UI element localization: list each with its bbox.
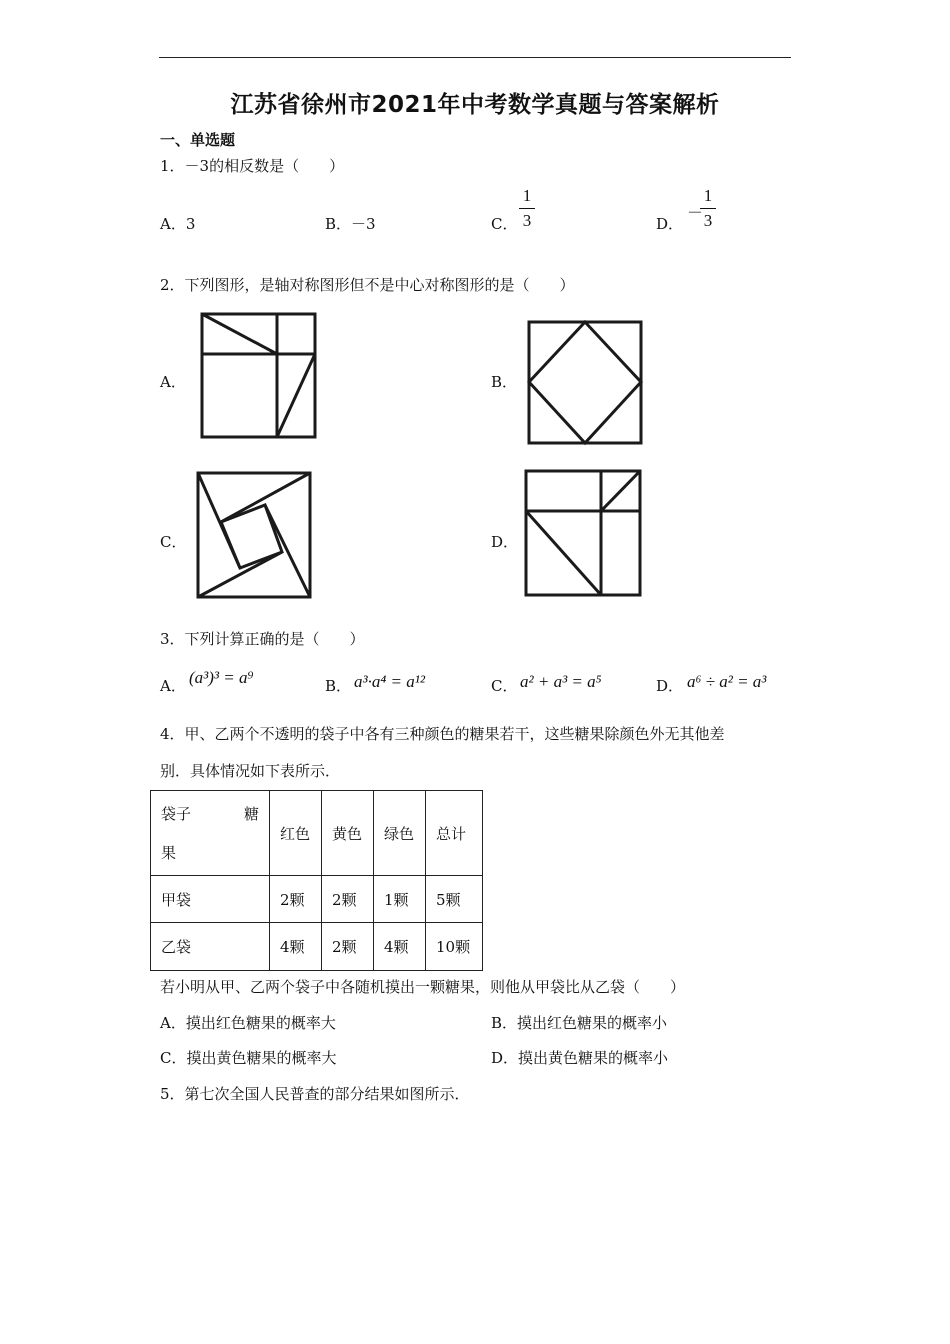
q1-option-d-fraction — [700, 185, 716, 232]
section-heading: 一、单选题 — [160, 131, 236, 149]
q2-figure-b — [527, 320, 644, 446]
q1-option-d-sign: － — [687, 203, 704, 222]
table-header-cell: 总计 — [426, 791, 483, 876]
table-header-cell: 红色 — [270, 791, 322, 876]
corner-label-bag: 袋子 — [161, 805, 192, 823]
q1-option-c-fraction — [519, 185, 535, 232]
q1-option-d-numerator: 1 — [703, 186, 713, 205]
q4-option-b-label: B． — [491, 1014, 518, 1032]
q1-option-a-label: A． — [160, 215, 186, 233]
corner-label-candy-2: 果 — [161, 844, 177, 862]
table-row — [151, 876, 483, 923]
q4-option-c — [160, 1047, 337, 1068]
q3-option-a-label: A． — [160, 677, 186, 695]
table-corner-cell — [151, 791, 270, 876]
q1-stem: 1．－3的相反数是（ ） — [160, 157, 345, 175]
q2-option-b-label: B． — [491, 373, 518, 391]
q4-stem-line1: 4．甲、乙两个不透明的袋子中各有三种颜色的糖果若干，这些糖果除颜色外无其他差 — [160, 725, 725, 743]
q2-figure-d — [523, 468, 643, 598]
q3-option-c-label: C． — [491, 677, 518, 695]
q4-option-c-label: C． — [160, 1049, 187, 1067]
q4-option-b-text: 摸出红色糖果的概率小 — [517, 1014, 668, 1032]
table-cell: 2颗 — [322, 876, 374, 923]
q4-option-a — [160, 1012, 336, 1033]
q2-figure-c — [195, 470, 313, 600]
q3-option-a-expr: (a³)³ = a⁹ — [189, 668, 254, 687]
q4-option-c-text: 摸出黄色糖果的概率大 — [186, 1049, 337, 1067]
q4-option-d-label: D． — [491, 1049, 519, 1067]
q4-stem-line2: 别．具体情况如下表所示． — [160, 762, 341, 780]
q1-option-b — [325, 213, 376, 234]
table-row — [151, 923, 483, 971]
q4-question: 若小明从甲、乙两个袋子中各随机摸出一颗糖果，则他从甲袋比从乙袋（ ） — [160, 978, 686, 996]
q1-option-b-label: B． — [325, 215, 352, 233]
q1-option-c-numerator: 1 — [522, 186, 532, 205]
table-row-label: 甲袋 — [151, 876, 270, 923]
candy-table — [150, 790, 483, 971]
table-row-label: 乙袋 — [151, 923, 270, 971]
q4-option-b — [491, 1012, 667, 1033]
q3-option-b-label: B． — [325, 677, 352, 695]
header-rule — [159, 57, 791, 58]
table-header-cell: 绿色 — [374, 791, 426, 876]
table-cell: 2颗 — [270, 876, 322, 923]
q1-option-d-label: D． — [656, 215, 684, 233]
q1-option-c-denominator: 3 — [522, 211, 532, 230]
table-header-row — [151, 791, 483, 876]
q4-option-a-text: 摸出红色糖果的概率大 — [185, 1014, 336, 1032]
table-cell: 1颗 — [374, 876, 426, 923]
q1-option-c-label: C． — [491, 215, 518, 233]
table-cell: 10颗 — [426, 923, 483, 971]
q1-option-d-denominator: 3 — [703, 211, 713, 230]
q2-option-c-label: C． — [160, 533, 187, 551]
table-cell: 4颗 — [270, 923, 322, 971]
page-title: 江苏省徐州市2021年中考数学真题与答案解析 — [230, 92, 720, 118]
q3-option-d-label: D． — [656, 677, 684, 695]
q2-option-a-label: A． — [160, 373, 186, 391]
q2-figure-a — [200, 312, 318, 440]
table-cell: 2颗 — [322, 923, 374, 971]
q1-option-a — [160, 213, 195, 234]
corner-label-candy-1: 糖 — [243, 805, 259, 823]
q3-stem: 3．下列计算正确的是（ ） — [160, 630, 365, 648]
q3-option-d-expr: a⁶ ÷ a² = a³ — [687, 672, 767, 691]
q2-stem: 2．下列图形，是轴对称图形但不是中心对称图形的是（ ） — [160, 276, 575, 294]
q3-option-b-expr: a³·a⁴ = a¹² — [354, 672, 425, 691]
q3-option-c-expr: a² + a³ = a⁵ — [520, 672, 602, 691]
q4-option-d — [491, 1047, 668, 1068]
q5-stem: 5．第七次全国人民普查的部分结果如图所示． — [160, 1085, 470, 1103]
q2-option-d-label: D． — [491, 533, 519, 551]
q4-option-a-label: A． — [160, 1014, 186, 1032]
q1-option-a-text: 3 — [185, 215, 196, 233]
table-cell: 4颗 — [374, 923, 426, 971]
table-cell: 5颗 — [426, 876, 483, 923]
table-header-cell: 黄色 — [322, 791, 374, 876]
q4-option-d-text: 摸出黄色糖果的概率小 — [518, 1049, 669, 1067]
q1-option-b-text: －3 — [351, 215, 376, 233]
